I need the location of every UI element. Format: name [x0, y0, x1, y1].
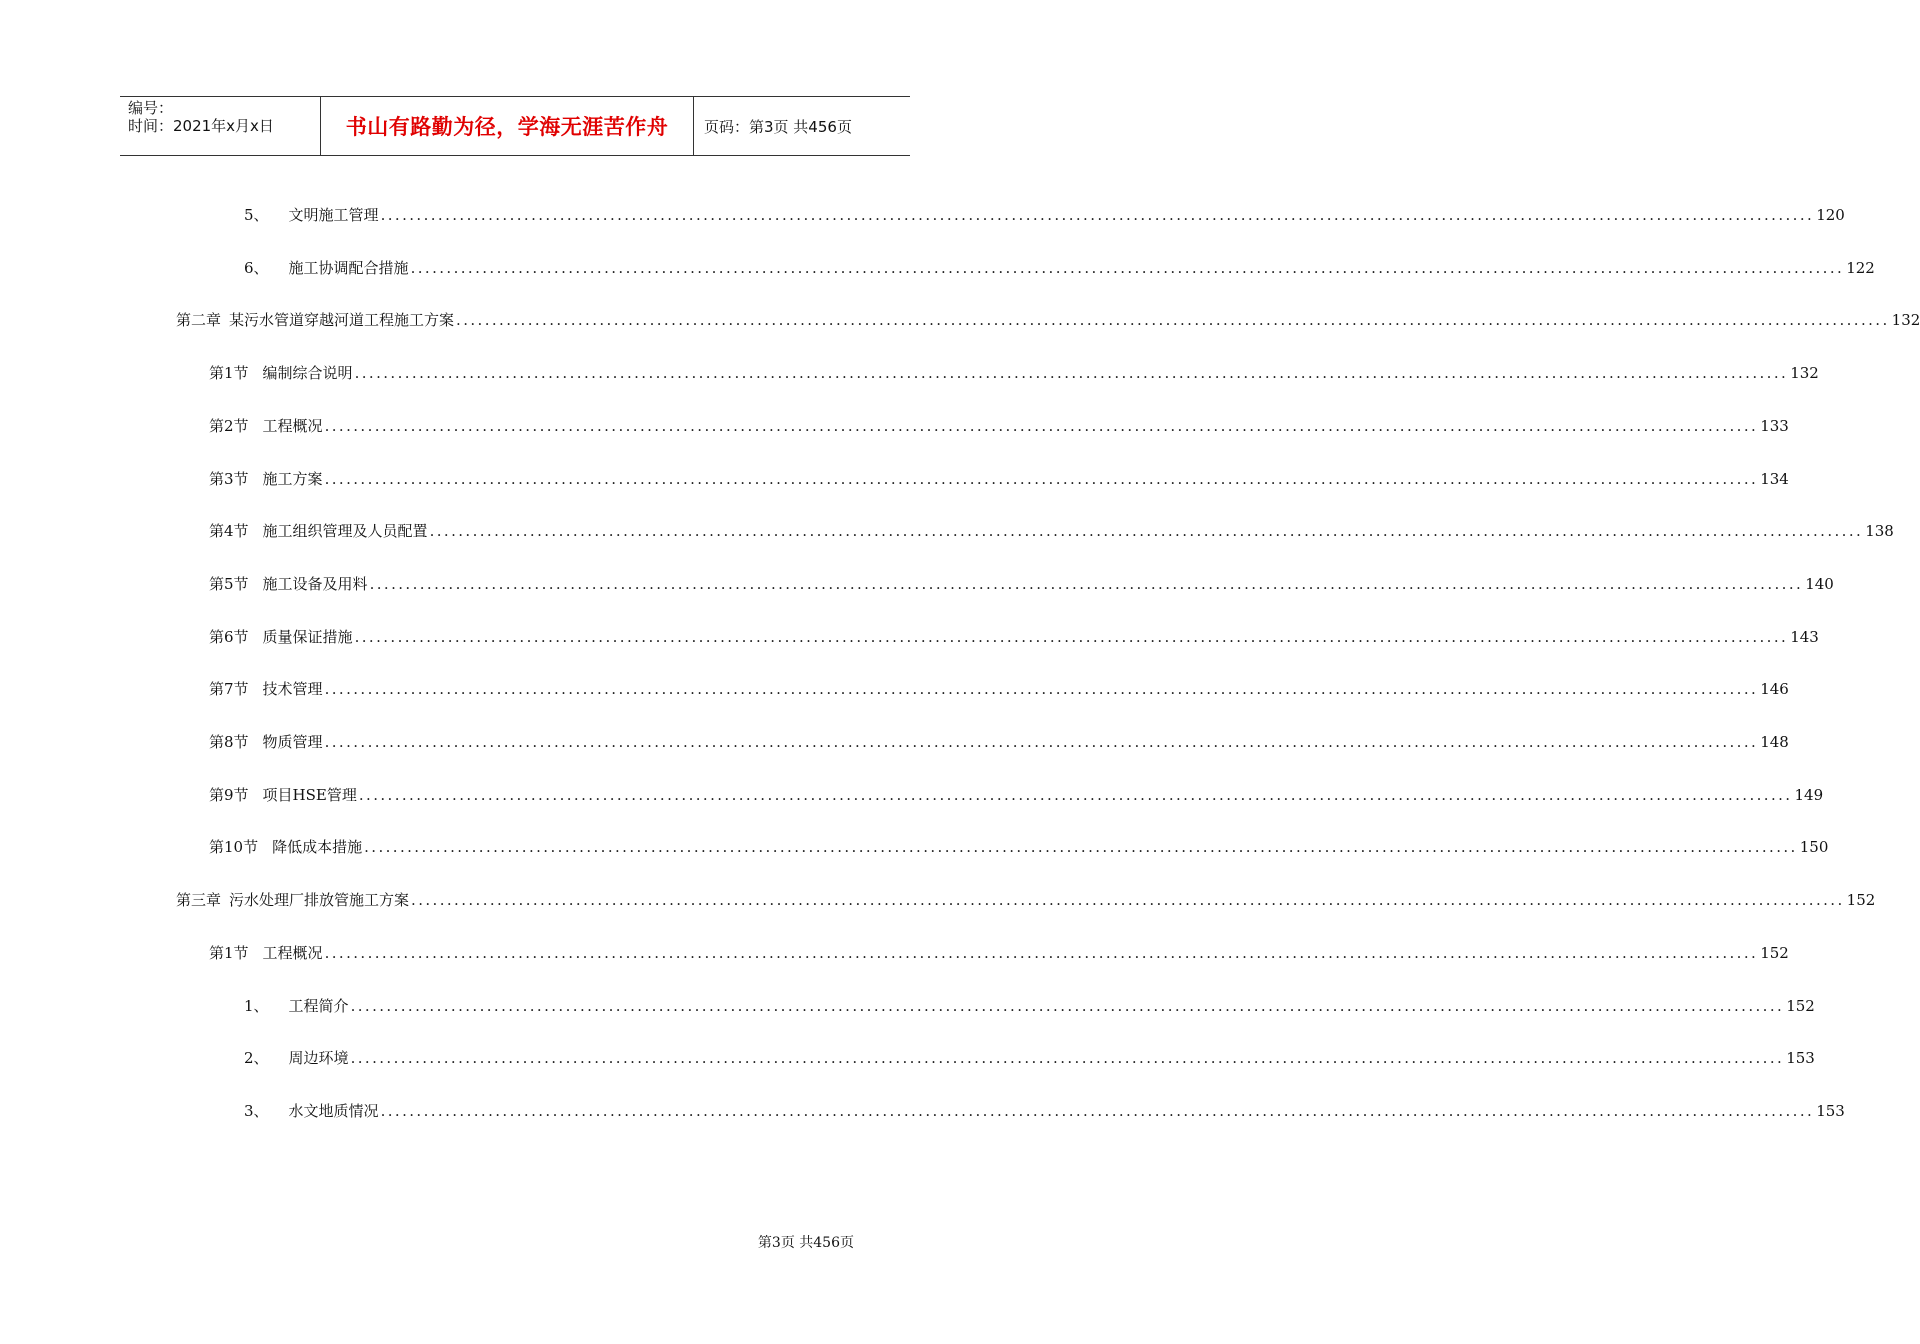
toc-entry-page: 146 — [1760, 680, 1789, 698]
toc-entry-title: 项目HSE管理 — [262, 786, 357, 804]
toc-entry-label — [209, 731, 323, 753]
toc-entry-number: 3、 — [244, 1102, 269, 1120]
toc-entry-title: 质量保证措施 — [262, 628, 353, 646]
toc-dot-leader: ........................................................................................................................................................................................................ — [350, 997, 1785, 1015]
toc-entry-number: 第4节 — [209, 522, 249, 540]
toc-entry-number: 第1节 — [209, 364, 249, 382]
toc-entry-label — [244, 1100, 379, 1122]
toc-dot-leader: ........................................................................................................................................................................................................ — [429, 522, 1864, 540]
toc-entry-page: 150 — [1799, 838, 1829, 856]
toc-entry-title: 水文地质情况 — [288, 1102, 379, 1120]
toc-entry-label — [209, 415, 323, 437]
toc-entry-page: 122 — [1846, 259, 1875, 277]
toc-entry[interactable] — [244, 1100, 1845, 1122]
toc-entry-number: 6、 — [244, 259, 269, 277]
toc-entry-page: 149 — [1794, 786, 1824, 804]
toc-entry-title: 文明施工管理 — [288, 206, 379, 224]
toc-entry-label — [244, 204, 379, 226]
toc-dot-leader: ........................................................................................................................................................................................................ — [364, 838, 1798, 856]
toc-dot-leader: ........................................................................................................................................................................................................ — [354, 628, 1789, 646]
toc-dot-leader: ........................................................................................................................................................................................................ — [411, 891, 1845, 909]
toc-entry-page: 152 — [1846, 891, 1876, 909]
toc-entry[interactable] — [209, 573, 1834, 595]
footer-page-number: 第3页 共456页 — [757, 1235, 854, 1251]
toc-entry-number: 第8节 — [209, 733, 249, 751]
toc-entry[interactable] — [209, 468, 1789, 490]
toc-entry-title: 编制综合说明 — [262, 364, 353, 382]
toc-dot-leader: ........................................................................................................................................................................................................ — [380, 206, 1815, 224]
toc-entry-title: 工程概况 — [262, 944, 323, 962]
toc-entry-title: 施工方案 — [262, 470, 323, 488]
toc-entry-page: 140 — [1805, 575, 1834, 593]
toc-entry-page: 153 — [1816, 1102, 1845, 1120]
toc-entry-label — [209, 784, 357, 806]
toc-entry-number: 第2节 — [209, 417, 249, 435]
toc-entry-page: 152 — [1786, 997, 1815, 1015]
toc-entry-page: 120 — [1816, 206, 1845, 224]
document-time-label: 时间：2021年x月x日 — [128, 117, 274, 135]
toc-entry-page: 132 — [1891, 311, 1920, 329]
toc-entry-label — [209, 573, 368, 595]
toc-entry-label — [209, 468, 323, 490]
document-number-label: 编号： — [128, 99, 174, 117]
toc-dot-leader: ........................................................................................................................................................................................................ — [380, 1102, 1815, 1120]
toc-dot-leader: ........................................................................................................................................................................................................ — [324, 680, 1759, 698]
toc-entry[interactable] — [244, 257, 1875, 279]
toc-entry-label — [244, 995, 349, 1017]
toc-entry-number: 第三章 — [176, 891, 222, 909]
toc-dot-leader: ........................................................................................................................................................................................................ — [369, 575, 1804, 593]
toc-entry-label — [209, 942, 323, 964]
toc-entry-title: 施工组织管理及人员配置 — [262, 522, 428, 540]
header-page-label: 页码：第3页 共456页 — [704, 117, 852, 136]
toc-entry-label — [209, 678, 323, 700]
toc-entry-page: 152 — [1760, 944, 1789, 962]
toc-entry[interactable] — [244, 995, 1815, 1017]
toc-dot-leader: ........................................................................................................................................................................................................ — [324, 470, 1759, 488]
toc-entry-label — [209, 520, 428, 542]
toc-entry[interactable] — [176, 309, 1920, 331]
toc-entry[interactable] — [244, 204, 1845, 226]
toc-entry[interactable] — [209, 942, 1789, 964]
toc-entry-title: 工程简介 — [288, 997, 349, 1015]
toc-entry-label — [176, 309, 454, 331]
toc-entry-label — [244, 1047, 349, 1069]
toc-entry[interactable] — [209, 520, 1894, 542]
toc-entry-number: 第1节 — [209, 944, 249, 962]
toc-entry[interactable] — [209, 731, 1789, 753]
toc-entry-page: 153 — [1786, 1049, 1815, 1067]
toc-entry-number: 1、 — [244, 997, 269, 1015]
toc-entry-page: 132 — [1790, 364, 1819, 382]
toc-entry-page: 148 — [1760, 733, 1789, 751]
toc-entry[interactable] — [209, 626, 1819, 648]
toc-entry-title: 施工设备及用料 — [262, 575, 368, 593]
toc-entry-number: 第10节 — [209, 838, 259, 856]
toc-entry-page: 133 — [1760, 417, 1789, 435]
toc-entry-number: 2、 — [244, 1049, 269, 1067]
toc-entry[interactable] — [209, 415, 1789, 437]
toc-entry-title: 工程概况 — [262, 417, 323, 435]
toc-entry-number: 第7节 — [209, 680, 249, 698]
toc-entry-number: 5、 — [244, 206, 269, 224]
toc-entry-title: 污水处理厂排放管施工方案 — [229, 891, 410, 909]
toc-entry-title: 技术管理 — [262, 680, 323, 698]
toc-dot-leader: ........................................................................................................................................................................................................ — [456, 311, 1890, 329]
toc-entry-number: 第二章 — [176, 311, 222, 329]
toc-dot-leader: ........................................................................................................................................................................................................ — [354, 364, 1789, 382]
toc-entry-label — [244, 257, 409, 279]
toc-entry-title: 周边环境 — [288, 1049, 349, 1067]
toc-dot-leader: ........................................................................................................................................................................................................ — [410, 259, 1845, 277]
toc-dot-leader: ........................................................................................................................................................................................................ — [358, 786, 1793, 804]
toc-entry-label — [209, 626, 353, 648]
toc-entry-page: 143 — [1790, 628, 1819, 646]
toc-entry-title: 某污水管道穿越河道工程施工方案 — [229, 311, 455, 329]
toc-entry-label — [209, 836, 362, 858]
toc-entry[interactable] — [176, 889, 1876, 911]
toc-dot-leader: ........................................................................................................................................................................................................ — [350, 1049, 1785, 1067]
toc-entry[interactable] — [209, 784, 1824, 806]
toc-dot-leader: ........................................................................................................................................................................................................ — [324, 733, 1759, 751]
toc-entry[interactable] — [209, 362, 1819, 384]
toc-entry-page: 134 — [1760, 470, 1789, 488]
toc-entry-number: 第5节 — [209, 575, 249, 593]
toc-entry-number: 第3节 — [209, 470, 249, 488]
toc-entry-page: 138 — [1865, 522, 1894, 540]
toc-dot-leader: ........................................................................................................................................................................................................ — [324, 417, 1759, 435]
toc-entry-label — [209, 362, 353, 384]
toc-entry[interactable] — [209, 836, 1829, 858]
toc-entry-title: 物质管理 — [262, 733, 323, 751]
toc-entry[interactable] — [209, 678, 1789, 700]
toc-entry[interactable] — [244, 1047, 1815, 1069]
toc-dot-leader: ........................................................................................................................................................................................................ — [324, 944, 1759, 962]
toc-entry-title: 降低成本措施 — [272, 838, 363, 856]
header-motto: 书山有路勤为径，学海无涯苦作舟 — [321, 97, 694, 155]
toc-entry-title: 施工协调配合措施 — [288, 259, 409, 277]
toc-entry-number: 第9节 — [209, 786, 249, 804]
toc-entry-label — [176, 889, 409, 911]
toc-entry-number: 第6节 — [209, 628, 249, 646]
